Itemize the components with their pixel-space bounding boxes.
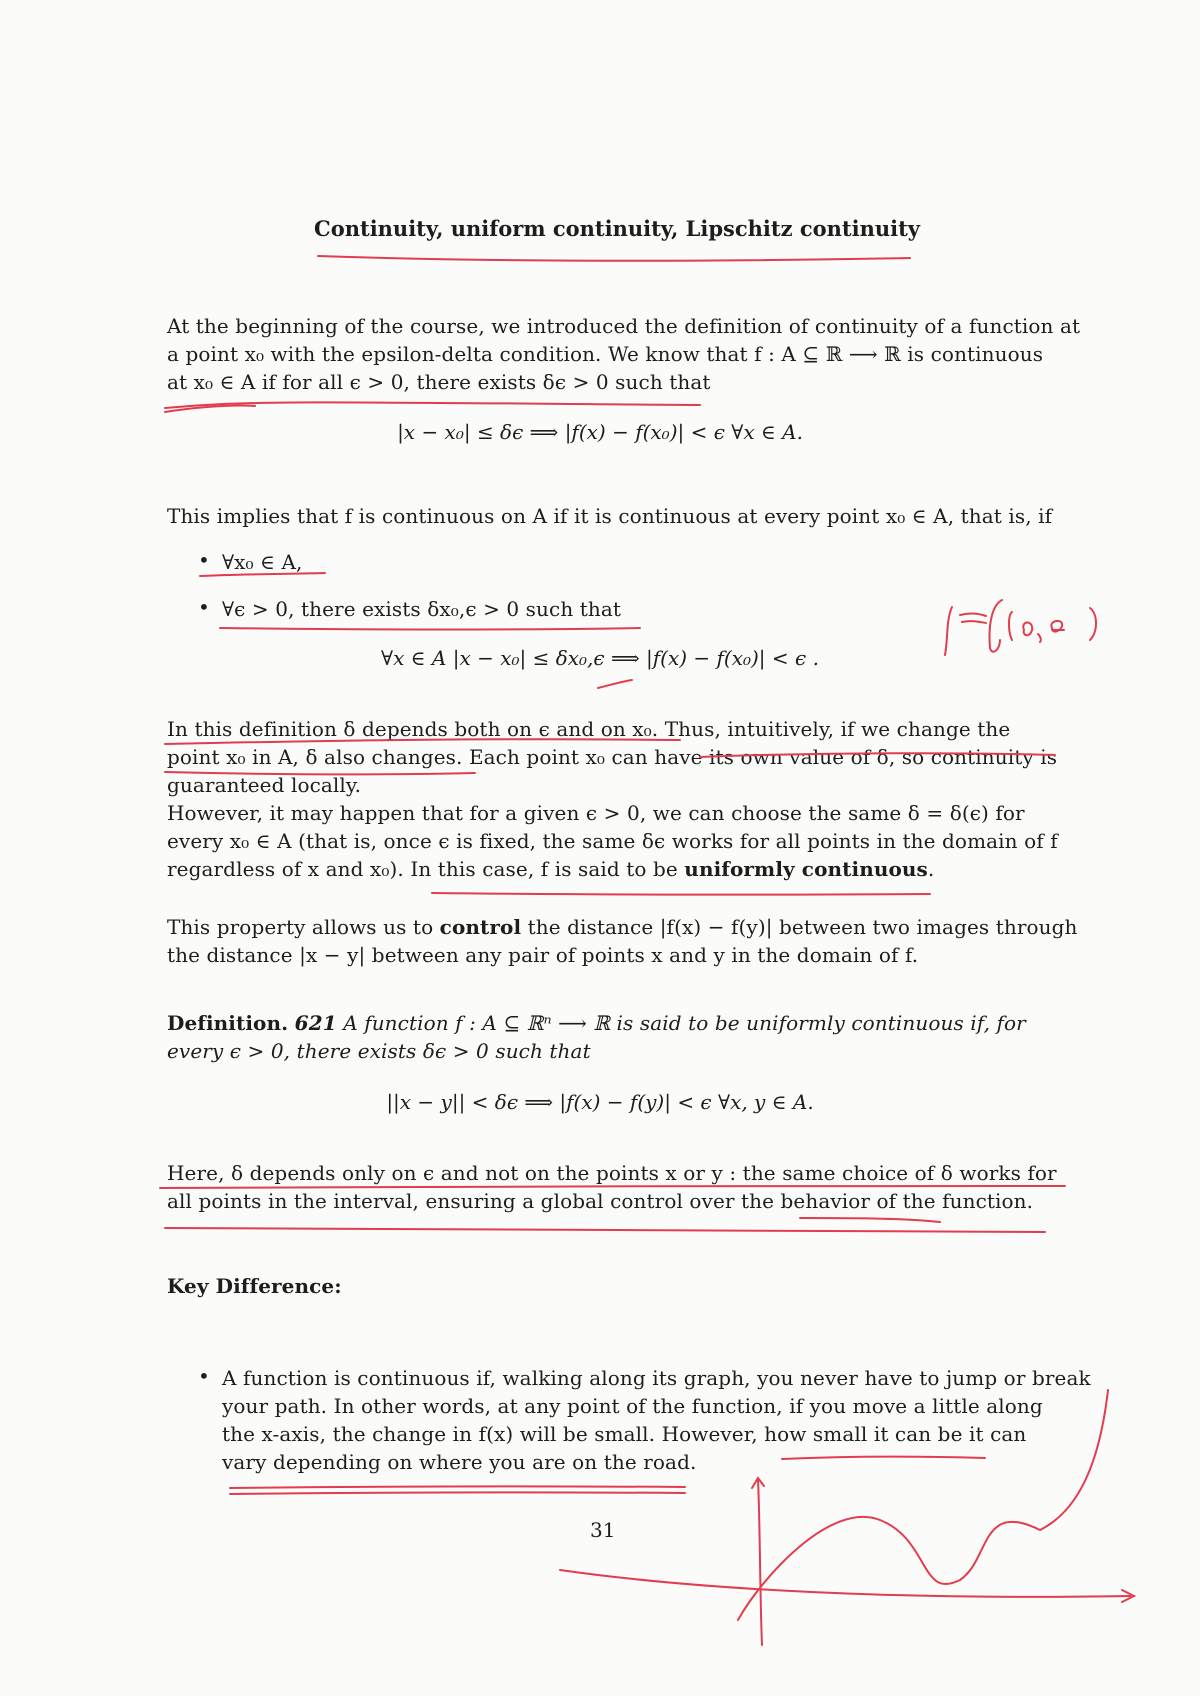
uniformly-continuous-underline [432,893,930,895]
key-difference-heading: Key Difference: [167,1274,342,1298]
key-bullet-line-3: the x-axis, the change in f(x) will be small. However, how small it can be it can [222,1422,1027,1446]
title-underline [318,256,910,261]
graph-y-arrow [752,1478,764,1488]
intro-line-1: At the beginning of the course, we introduced the definition of continuity of a function at [167,314,1081,338]
depends-line-1: In this definition δ depends both on ϵ and on x₀. Thus, intuitively, if we change the [167,717,1011,741]
property-line-2: the distance |x − y| between any pair of points x and y in the domain of f. [167,943,919,967]
equation-uniform: ||x − y|| < δϵ ⟹ |f(x) − f(y)| < ϵ ∀x, y ∈ A. [386,1090,814,1114]
intro-underline-scribble [165,405,255,412]
implies-line: This implies that f is continuous on A if it is continuous at every point x₀ ∈ A, that is, if [167,504,1053,528]
equation-pointwise: ∀x ∈ A |x − x₀| ≤ δx₀,ϵ ⟹ |f(x) − f(x₀)| < ϵ . [381,646,819,670]
key-bullet-line-2: your path. In other words, at any point of the function, if you move a little along [222,1394,1043,1418]
definition-line-2: every ϵ > 0, there exists δϵ > 0 such that [167,1039,591,1063]
key-bullet-line-1: A function is continuous if, walking along its graph, you never have to jump or break [222,1366,1091,1390]
graph-x-arrow [1122,1590,1134,1602]
intro-underline [165,402,700,408]
bullet2-underline [220,628,640,630]
however-line-1: However, it may happen that for a given ϵ > 0, we can choose the same δ = δ(ϵ) for [167,801,1025,825]
control-term: control [439,915,522,939]
key-underline-3 [782,1457,985,1459]
intro-line-2: a point x₀ with the epsilon-delta condition. We know that f : A ⊆ ℝ ⟶ ℝ is continuous [167,342,1044,366]
graph-x-axis [560,1570,1130,1597]
equation-continuity: |x − x₀| ≤ δϵ ⟹ |f(x) − f(x₀)| < ϵ ∀x ∈ A. [397,420,803,444]
however-line-3: regardless of x and x₀). In this case, f is said to be uniformly continuous. [167,857,935,881]
graph-y-axis [758,1480,762,1645]
property-line-1: This property allows us to control the distance |f(x) − f(y)| between two images through [167,915,1078,939]
bullet-for-all-epsilon: ∀ϵ > 0, there exists δx₀,ϵ > 0 such that [222,597,622,621]
however-line-2: every x₀ ∈ A (that is, once ϵ is fixed, the same δϵ works for all points in the domain of f [167,829,1058,853]
here-dash [800,1218,940,1222]
here-line-1: Here, δ depends only on ϵ and not on the points x or y : the same choice of δ works for [167,1161,1057,1185]
key-bullet-line-4: vary depending on where you are on the road. [222,1450,697,1474]
key-underline-2 [230,1492,685,1494]
here-line-2: all points in the interval, ensuring a global control over the behavior of the function. [167,1189,1034,1213]
bullet-dot: • [198,1364,210,1388]
depends-line-2: point x₀ in A, δ also changes. Each point x₀ can have its own value of δ, so continuity is [167,745,1058,769]
key-underline-1 [230,1486,685,1488]
page-number: 31 [590,1518,616,1542]
here-underline-2 [165,1228,1045,1232]
definition-number: 621 [294,1011,337,1035]
bullet-dot: • [198,595,210,619]
margin-note-f-paren [990,600,1097,652]
intro-line-3: at x₀ ∈ A if for all ϵ > 0, there exists δϵ > 0 such that [167,370,711,394]
definition-label: Definition. [167,1011,289,1035]
bullet-dot: • [198,548,210,572]
definition-line-1: Definition. 621 A function f : A ⊆ ℝⁿ ⟶ ℝ is said to be uniformly continuous if, for [167,1011,1026,1035]
delta-mark [598,680,632,688]
depends-line-3: guaranteed locally. [167,773,362,797]
section-title: Continuity, uniform continuity, Lipschitz continuity [314,216,920,241]
uniformly-continuous-term: uniformly continuous [684,857,928,881]
bullet-for-all-x0: ∀x₀ ∈ A, [222,550,303,574]
